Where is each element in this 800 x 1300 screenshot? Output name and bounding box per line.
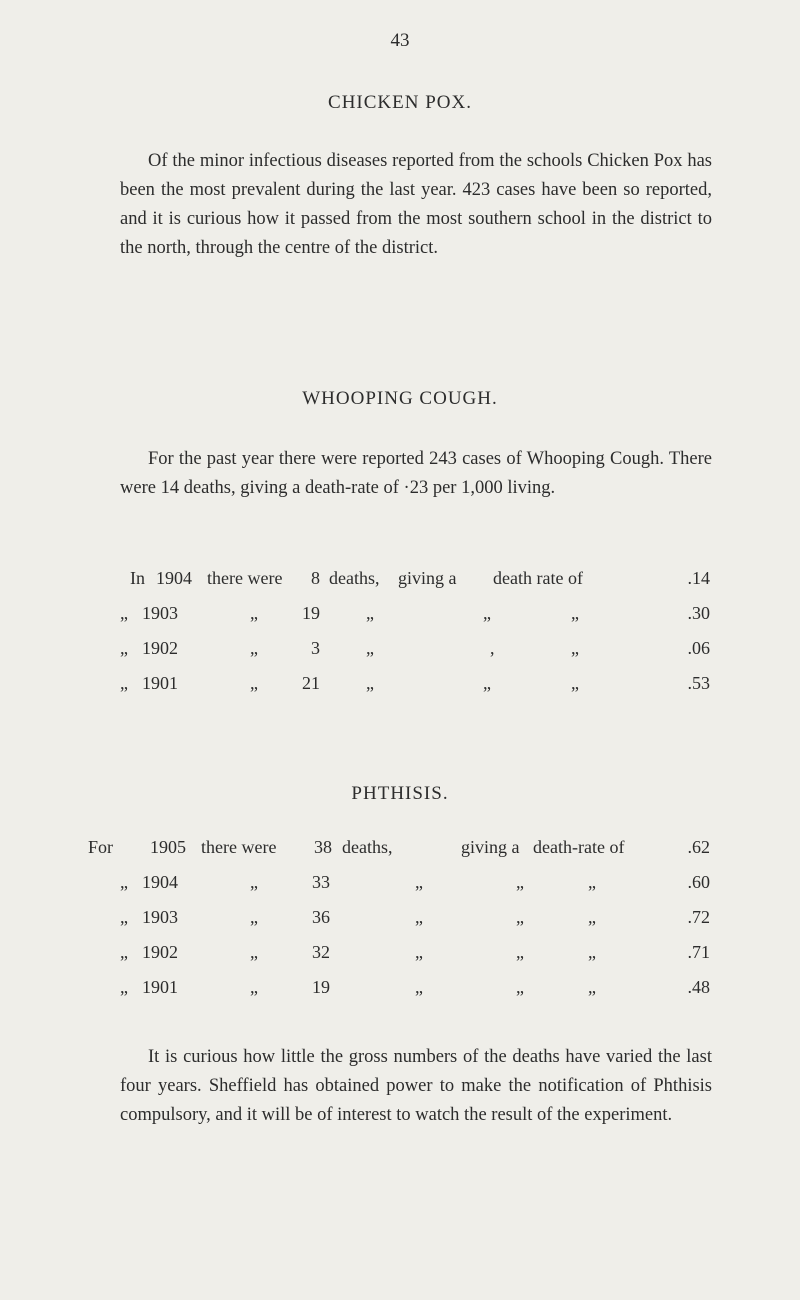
row-deaths-word: „	[366, 603, 374, 623]
row-rate-word: „	[571, 673, 579, 693]
table-row	[0, 942, 800, 972]
row-were: there were	[201, 837, 277, 857]
row-year: 1903	[142, 907, 178, 927]
row-deaths: 19	[312, 977, 330, 997]
phthisis-paragraph	[120, 1043, 712, 1130]
row-deaths-word: „	[415, 872, 423, 892]
row-giving: giving a	[461, 837, 520, 857]
row-rate-word: „	[571, 603, 579, 623]
row-deaths-word: deaths,	[329, 568, 380, 588]
row-were: „	[250, 977, 258, 997]
table-row	[0, 907, 800, 937]
row-were: „	[250, 872, 258, 892]
row-were: there were	[207, 568, 283, 588]
row-deaths: 32	[312, 942, 330, 962]
row-lead: „	[120, 872, 128, 892]
row-year: 1902	[142, 942, 178, 962]
row-lead: For	[88, 837, 114, 857]
row-deaths-word: „	[366, 638, 374, 658]
row-lead: „	[120, 907, 128, 927]
whooping-cough-paragraph	[120, 445, 712, 503]
page-number: 43	[390, 30, 410, 51]
row-rate: .30	[687, 603, 710, 623]
row-rate-word: „	[588, 977, 596, 997]
row-giving: ,	[490, 638, 495, 658]
table-row	[0, 603, 800, 633]
row-rate-word: death-rate of	[533, 837, 625, 857]
row-rate-word: „	[588, 872, 596, 892]
row-rate-word: „	[571, 638, 579, 658]
row-rate: .48	[687, 977, 710, 997]
row-deaths: 33	[312, 872, 330, 892]
row-lead: „	[120, 673, 128, 693]
row-lead: „	[120, 603, 128, 623]
row-giving: „	[483, 673, 491, 693]
row-lead: In	[130, 568, 145, 588]
row-rate: .53	[687, 673, 710, 693]
row-were: „	[250, 942, 258, 962]
chicken-pox-heading: CHICKEN POX.	[328, 92, 472, 113]
phthisis-text: It is curious how little the gross numbers of the deaths have varied the last four years. Sheffield has obtained power to make the notification of Phthisis compulsory, and it will be of interest to watch the result of the experiment.	[120, 1047, 712, 1125]
row-deaths-word: „	[366, 673, 374, 693]
row-deaths-word: „	[415, 942, 423, 962]
whooping-cough-heading: WHOOPING COUGH.	[302, 388, 498, 409]
row-were: „	[250, 673, 258, 693]
row-giving: „	[516, 977, 524, 997]
row-deaths: 8	[311, 568, 320, 588]
chicken-pox-text: Of the minor infectious diseases reported from the schools Chicken Pox has been the most prevalent during the last year. 423 cases have been so reported, and it is curious how it passed from the most southern school in the district to the north, through the centre of the district.	[120, 151, 712, 258]
phthisis-heading: PHTHISIS.	[351, 783, 449, 804]
table-row	[0, 837, 800, 867]
table-row	[0, 638, 800, 668]
row-giving: „	[516, 942, 524, 962]
row-lead: „	[120, 638, 128, 658]
row-rate: .71	[687, 942, 710, 962]
row-deaths: 36	[312, 907, 330, 927]
row-lead: „	[120, 942, 128, 962]
table-row	[0, 673, 800, 703]
table-row	[0, 568, 800, 598]
row-giving: „	[483, 603, 491, 623]
row-rate-word: death rate of	[493, 568, 583, 588]
row-rate-word: „	[588, 942, 596, 962]
row-were: „	[250, 638, 258, 658]
row-year: 1905	[150, 837, 186, 857]
row-year: 1904	[142, 872, 178, 892]
row-deaths: 21	[302, 673, 320, 693]
row-deaths-word: deaths,	[342, 837, 393, 857]
row-deaths: 19	[302, 603, 320, 623]
row-rate: .14	[687, 568, 710, 588]
row-rate: .72	[687, 907, 710, 927]
table-row	[0, 977, 800, 1007]
row-deaths: 38	[314, 837, 332, 857]
row-were: „	[250, 603, 258, 623]
whooping-cough-text: For the past year there were reported 243 cases of Whooping Cough. There were 14 deaths, giving a death-rate of ·23 per 1,000 living.	[120, 449, 712, 498]
row-deaths-word: „	[415, 977, 423, 997]
chicken-pox-paragraph	[120, 147, 712, 263]
row-year: 1903	[142, 603, 178, 623]
row-rate: .60	[687, 872, 710, 892]
row-giving: „	[516, 872, 524, 892]
row-rate: .62	[687, 837, 710, 857]
row-rate: .06	[687, 638, 710, 658]
row-rate-word: „	[588, 907, 596, 927]
row-year: 1904	[156, 568, 192, 588]
row-year: 1901	[142, 977, 178, 997]
row-giving: giving a	[398, 568, 457, 588]
row-year: 1901	[142, 673, 178, 693]
row-giving: „	[516, 907, 524, 927]
row-were: „	[250, 907, 258, 927]
row-deaths: 3	[311, 638, 320, 658]
row-deaths-word: „	[415, 907, 423, 927]
table-row	[0, 872, 800, 902]
row-year: 1902	[142, 638, 178, 658]
row-lead: „	[120, 977, 128, 997]
